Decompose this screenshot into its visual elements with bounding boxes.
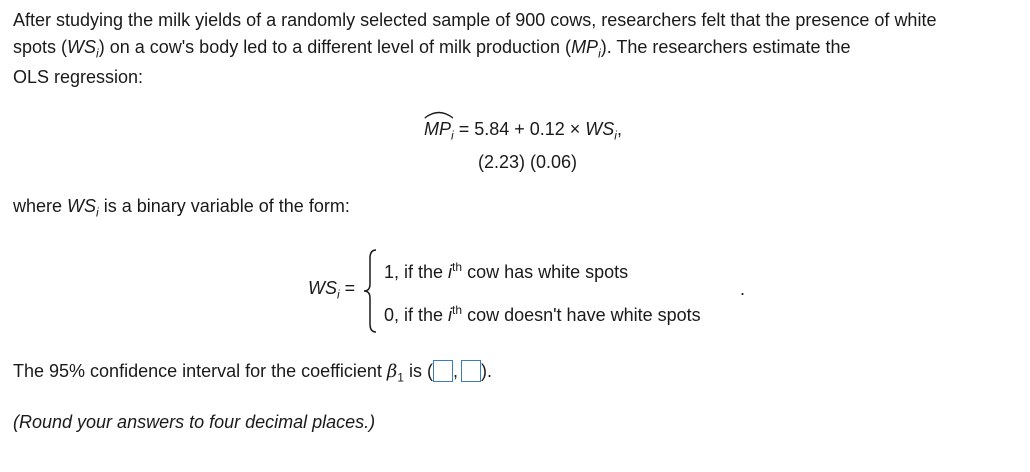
ws-sub: i <box>96 46 99 61</box>
case1-text-a: 1, if the <box>384 262 449 282</box>
piecewise-period <box>740 278 745 300</box>
eq-lhs-var: MP <box>424 119 451 139</box>
ci-text-a: The 95% confidence interval for the coefficient <box>13 361 387 381</box>
eq-rhs-sub: i <box>614 128 617 143</box>
case2-sup: th <box>452 303 463 317</box>
binary-text-a: where <box>13 196 68 216</box>
ci-upper-input[interactable] <box>461 360 481 382</box>
beta-symbol: β <box>386 361 398 382</box>
ci-comma: , <box>452 361 458 381</box>
eq-rhs: = 5.84 + 0.12 × <box>458 119 586 139</box>
case1-i: i <box>448 262 453 282</box>
ci-text-b: is ( <box>403 361 433 381</box>
binary-var: WS <box>67 196 97 216</box>
eq-lhs-sub: i <box>451 128 454 143</box>
ci-close: ). <box>481 361 492 381</box>
pw-lhs-var: WS <box>308 278 337 298</box>
case2-i: i <box>448 305 453 325</box>
mp-var: MP <box>571 37 599 57</box>
ci-lower-input[interactable] <box>433 360 453 382</box>
se-text: (2.23) (0.06) <box>478 152 578 172</box>
intro-text-3: OLS regression: <box>13 67 144 87</box>
regression-equation <box>424 118 622 143</box>
intro-text-2b: ) on a cow's body led to a different level of milk production ( <box>98 37 572 57</box>
piecewise-lhs <box>308 277 356 302</box>
intro-text-2a: spots ( <box>13 37 68 57</box>
intro-text-2c: ). The researchers estimate the <box>600 37 851 57</box>
ci-question <box>13 360 492 383</box>
intro-text-1: After studying the milk yields of a randomly selected sample of 900 cows, researchers felt that the presence of white <box>13 10 937 30</box>
pw-lhs-eq: = <box>339 278 356 298</box>
left-brace-icon <box>362 248 378 334</box>
case2-text-a: 0, if the <box>384 305 449 325</box>
mp-sub: i <box>598 46 601 61</box>
intro-line-2 <box>13 36 851 61</box>
case2-text-b: cow doesn't have white spots <box>462 305 701 325</box>
standard-errors <box>478 151 577 173</box>
piecewise-case-1 <box>384 261 628 283</box>
mp-hat-term <box>424 118 454 143</box>
pw-lhs-sub: i <box>337 287 340 302</box>
intro-line-1 <box>13 9 936 31</box>
binary-sentence <box>13 195 350 220</box>
intro-line-3 <box>13 66 143 88</box>
case1-text-b: cow has white spots <box>462 262 629 282</box>
piecewise-case-2 <box>384 304 701 326</box>
beta-sub: 1 <box>397 370 404 385</box>
binary-text-b: is a binary variable of the form: <box>98 196 350 216</box>
ws-var: WS <box>67 37 97 57</box>
case1-sup: th <box>452 260 463 274</box>
binary-sub: i <box>96 205 99 220</box>
eq-rhs-var: WS <box>585 119 615 139</box>
pw-period: . <box>740 279 746 299</box>
hat-icon <box>424 109 454 119</box>
rounding-note-text: (Round your answers to four decimal places.) <box>13 412 376 432</box>
eq-rhs-end: , <box>616 119 622 139</box>
rounding-note <box>13 411 375 433</box>
